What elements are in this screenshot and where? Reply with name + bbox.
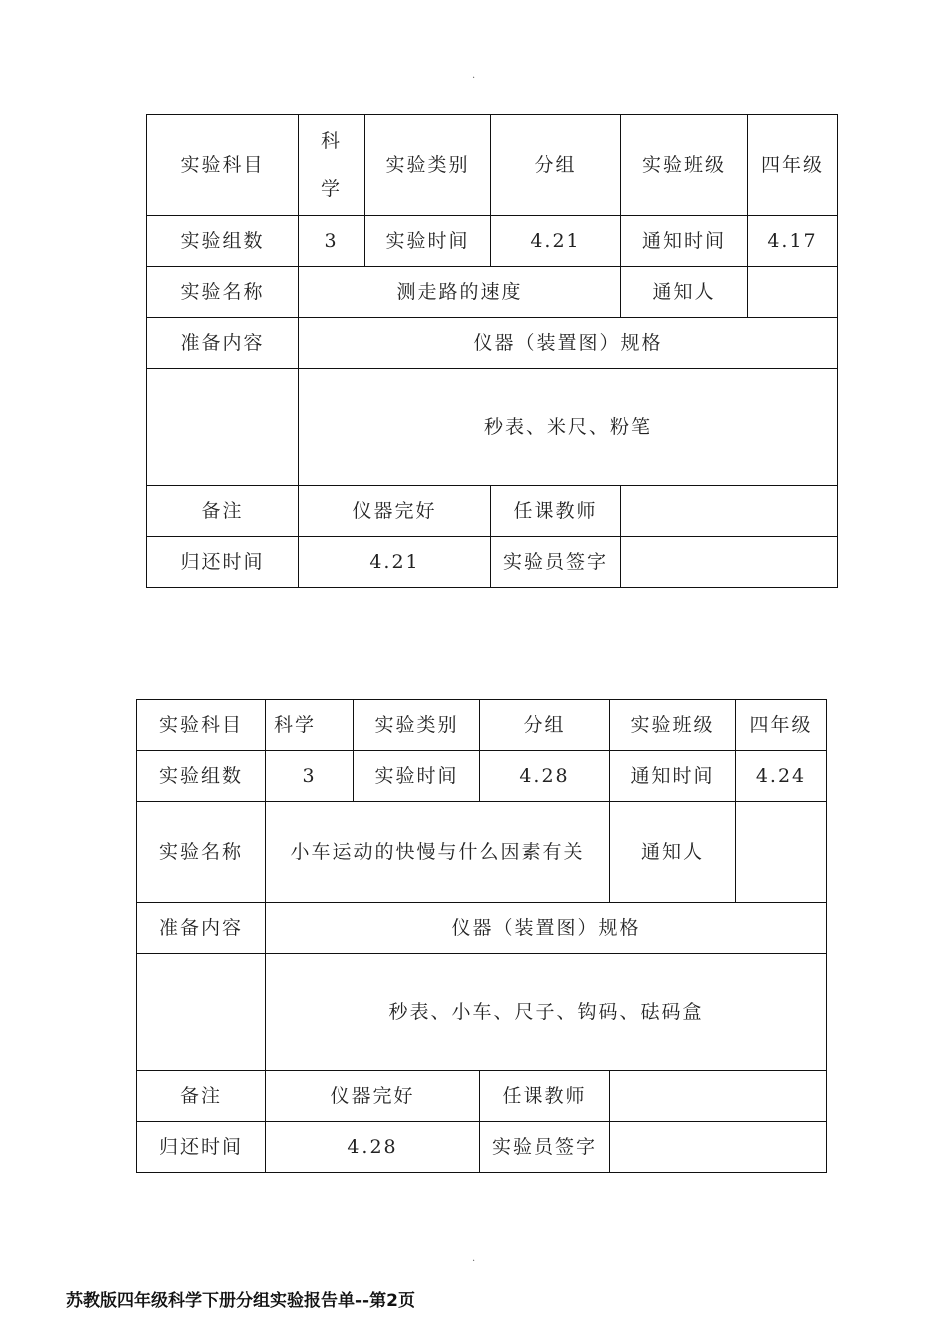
subject-value: 科学 bbox=[266, 700, 354, 751]
notifier-label: 通知人 bbox=[621, 267, 748, 318]
subject-label: 实验科目 bbox=[137, 700, 266, 751]
class-label: 实验班级 bbox=[621, 115, 748, 216]
time-value: 4.28 bbox=[480, 751, 610, 802]
time-label: 实验时间 bbox=[365, 216, 491, 267]
time-label: 实验时间 bbox=[354, 751, 480, 802]
teacher-label: 任课教师 bbox=[480, 1071, 610, 1122]
signer-label: 实验员签字 bbox=[480, 1122, 610, 1173]
prep-blank bbox=[147, 369, 299, 486]
notice-time-value: 4.17 bbox=[748, 216, 838, 267]
signer-label: 实验员签字 bbox=[491, 537, 621, 588]
class-label: 实验班级 bbox=[610, 700, 736, 751]
category-label: 实验类别 bbox=[365, 115, 491, 216]
groups-label: 实验组数 bbox=[137, 751, 266, 802]
notice-time-label: 通知时间 bbox=[621, 216, 748, 267]
return-label: 归还时间 bbox=[137, 1122, 266, 1173]
prep-label: 准备内容 bbox=[137, 903, 266, 954]
category-label: 实验类别 bbox=[354, 700, 480, 751]
time-value: 4.21 bbox=[491, 216, 621, 267]
teacher-value bbox=[610, 1071, 827, 1122]
notifier-value bbox=[748, 267, 838, 318]
return-value: 4.21 bbox=[299, 537, 491, 588]
notifier-label: 通知人 bbox=[610, 802, 736, 903]
equipment-list: 秒表、米尺、粉笔 bbox=[299, 369, 838, 486]
signer-value bbox=[610, 1122, 827, 1173]
prep-label: 准备内容 bbox=[147, 318, 299, 369]
bottom-dot: . bbox=[472, 1253, 476, 1264]
teacher-value bbox=[621, 486, 838, 537]
prep-header: 仪器（装置图）规格 bbox=[299, 318, 838, 369]
experiment-form-1 bbox=[146, 114, 838, 588]
subject-value: 科学 bbox=[299, 115, 365, 216]
prep-header: 仪器（装置图）规格 bbox=[266, 903, 827, 954]
remark-value: 仪器完好 bbox=[299, 486, 491, 537]
remark-label: 备注 bbox=[147, 486, 299, 537]
prep-blank bbox=[137, 954, 266, 1071]
name-value: 测走路的速度 bbox=[299, 267, 621, 318]
class-value: 四年级 bbox=[748, 115, 838, 216]
notice-time-label: 通知时间 bbox=[610, 751, 736, 802]
groups-value: 3 bbox=[266, 751, 354, 802]
remark-value: 仪器完好 bbox=[266, 1071, 480, 1122]
name-label: 实验名称 bbox=[137, 802, 266, 903]
experiment-form-2 bbox=[136, 699, 827, 1173]
name-label: 实验名称 bbox=[147, 267, 299, 318]
remark-label: 备注 bbox=[137, 1071, 266, 1122]
class-value: 四年级 bbox=[736, 700, 827, 751]
signer-value bbox=[621, 537, 838, 588]
category-value: 分组 bbox=[480, 700, 610, 751]
page-footer: 苏教版四年级科学下册分组实验报告单--第2页 bbox=[66, 1291, 415, 1311]
equipment-list: 秒表、小车、尺子、钩码、砝码盒 bbox=[266, 954, 827, 1071]
subject-label: 实验科目 bbox=[147, 115, 299, 216]
top-dot: . bbox=[472, 70, 476, 81]
notice-time-value: 4.24 bbox=[736, 751, 827, 802]
groups-value: 3 bbox=[299, 216, 365, 267]
category-value: 分组 bbox=[491, 115, 621, 216]
return-label: 归还时间 bbox=[147, 537, 299, 588]
groups-label: 实验组数 bbox=[147, 216, 299, 267]
return-value: 4.28 bbox=[266, 1122, 480, 1173]
teacher-label: 任课教师 bbox=[491, 486, 621, 537]
notifier-value bbox=[736, 802, 827, 903]
name-value: 小车运动的快慢与什么因素有关 bbox=[266, 802, 610, 903]
